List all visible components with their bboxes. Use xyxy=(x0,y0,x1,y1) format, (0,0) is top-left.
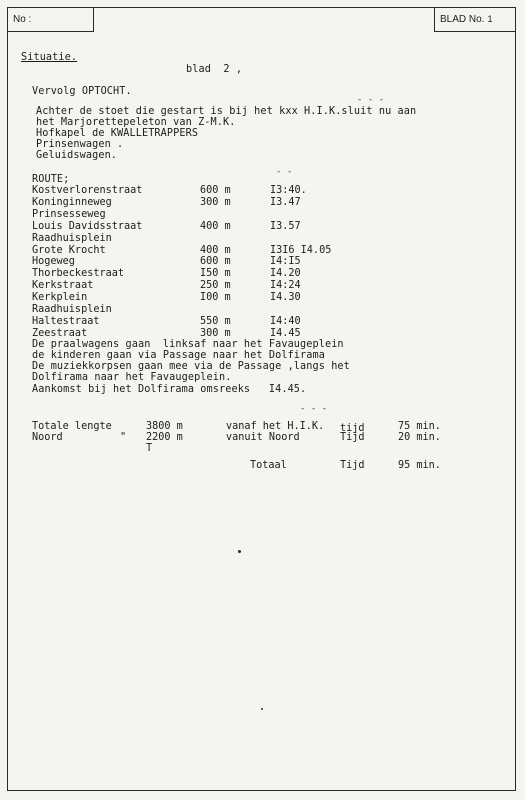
no-field-box xyxy=(8,8,94,32)
route-row xyxy=(32,221,472,232)
route-street: Prinsesseweg xyxy=(32,208,106,220)
paper-speck xyxy=(261,708,263,710)
total-length-min: 75 min. xyxy=(398,421,441,432)
route-time: I4:24 xyxy=(270,280,301,292)
route-row xyxy=(32,292,472,303)
noord-dist: 2200 m xyxy=(146,432,183,443)
route-street: Haltestraat xyxy=(32,315,100,327)
closing-line: De muziekkorpsen gaan mee via de Passage ,langs het xyxy=(32,361,350,372)
route-time: I4.45 xyxy=(270,327,301,339)
situatie-heading: Situatie. xyxy=(21,52,78,63)
route-row xyxy=(32,209,472,220)
no-label: No : xyxy=(13,14,32,25)
route-time: I3I6 I4.05 xyxy=(270,244,332,256)
intro-line: Geluidswagen. xyxy=(36,150,118,161)
total-min: 95 min. xyxy=(398,460,441,471)
total-label: Totaal xyxy=(250,460,287,471)
route-row xyxy=(32,328,472,339)
noord-desc: vanuit Noord xyxy=(226,432,300,443)
intro-line: Achter de stoet die gestart is bij het kxx H.I.K.sluit nu aan xyxy=(36,106,417,117)
closing-line: De praalwagens gaan linksaf naar het Favaugeplein xyxy=(32,339,344,350)
route-street: Raadhuisplein xyxy=(32,304,112,315)
intro-line: Hofkapel de KWALLETRAPPERS xyxy=(36,128,199,139)
route-street: Louis Davidsstraat xyxy=(32,220,143,232)
route-row xyxy=(32,280,472,291)
route-distance: 300 m xyxy=(200,196,231,208)
total-length-tijd: tijd xyxy=(340,423,365,434)
t-mark: T xyxy=(146,443,153,454)
closing-line: Dolfirama naar het Favaugeplein. xyxy=(32,372,232,383)
route-time: I3.57 xyxy=(270,220,301,232)
route-distance: 550 m xyxy=(200,315,231,327)
noord-min: 20 min. xyxy=(398,432,441,443)
route-distance: 600 m xyxy=(200,185,231,196)
route-row xyxy=(32,304,472,315)
blad-number-box xyxy=(434,8,515,32)
blad-number: 1 xyxy=(487,14,493,24)
typewriter-dashes: - - - xyxy=(357,95,385,105)
route-row xyxy=(32,256,472,267)
route-time: I4.20 xyxy=(270,268,301,280)
closing-line: Aankomst bij het Dolfirama omsreeks I4.45. xyxy=(32,384,307,395)
noord-label: Noord xyxy=(32,432,63,443)
route-time: I4:I5 xyxy=(270,256,301,268)
noord-tijd: Tijd xyxy=(340,432,365,443)
blad-subheading: blad 2 , xyxy=(186,64,243,75)
route-row xyxy=(32,197,472,208)
route-row xyxy=(32,233,472,244)
route-row xyxy=(32,245,472,256)
route-distance: 600 m xyxy=(200,256,231,268)
route-time: I3:40. xyxy=(270,185,307,196)
route-street: Zeestraat xyxy=(32,327,88,339)
route-street: Kerkplein xyxy=(32,292,88,304)
closing-line: de kinderen gaan via Passage naar het Dolfirama xyxy=(32,350,325,361)
vervolg-heading: Vervolg OPTOCHT. xyxy=(32,86,132,97)
intro-line: Prinsenwagen . xyxy=(36,139,124,150)
typewriter-dashes: - - xyxy=(276,167,293,177)
route-row xyxy=(32,316,472,327)
total-tijd: Tijd xyxy=(340,460,365,471)
route-time: I3.47 xyxy=(270,196,301,208)
route-street: Grote Krocht xyxy=(32,244,106,256)
typewriter-dashes: - - - xyxy=(300,404,328,414)
route-street: Raadhuisplein xyxy=(32,232,112,244)
route-distance: 400 m xyxy=(200,244,231,256)
route-street: Kerkstraat xyxy=(32,280,94,292)
total-length-dist: 3800 m xyxy=(146,421,183,432)
total-length-label: Totale lengte xyxy=(32,421,112,432)
route-time: I4:40 xyxy=(270,315,301,327)
route-label: ROUTE; xyxy=(32,174,70,185)
route-distance: I50 m xyxy=(200,268,231,280)
total-length-desc: vanaf het H.I.K. xyxy=(226,421,325,432)
blad-label: BLAD No. xyxy=(440,14,485,25)
route-row xyxy=(32,185,472,196)
route-distance: 400 m xyxy=(200,220,231,232)
route-time: I4.30 xyxy=(270,292,301,304)
route-row xyxy=(32,268,472,279)
paper-speck xyxy=(238,550,241,553)
route-street: Hogeweg xyxy=(32,256,75,268)
route-street: Koninginneweg xyxy=(32,196,112,208)
route-street: Kostverlorenstraat xyxy=(32,185,143,196)
route-distance: 250 m xyxy=(200,280,231,292)
noord-quote: " xyxy=(120,432,127,443)
intro-line: het Marjorettepeleton van Z-M.K. xyxy=(36,117,236,128)
route-distance: 300 m xyxy=(200,327,231,339)
route-distance: I00 m xyxy=(200,292,231,304)
route-street: Thorbeckestraat xyxy=(32,268,125,280)
